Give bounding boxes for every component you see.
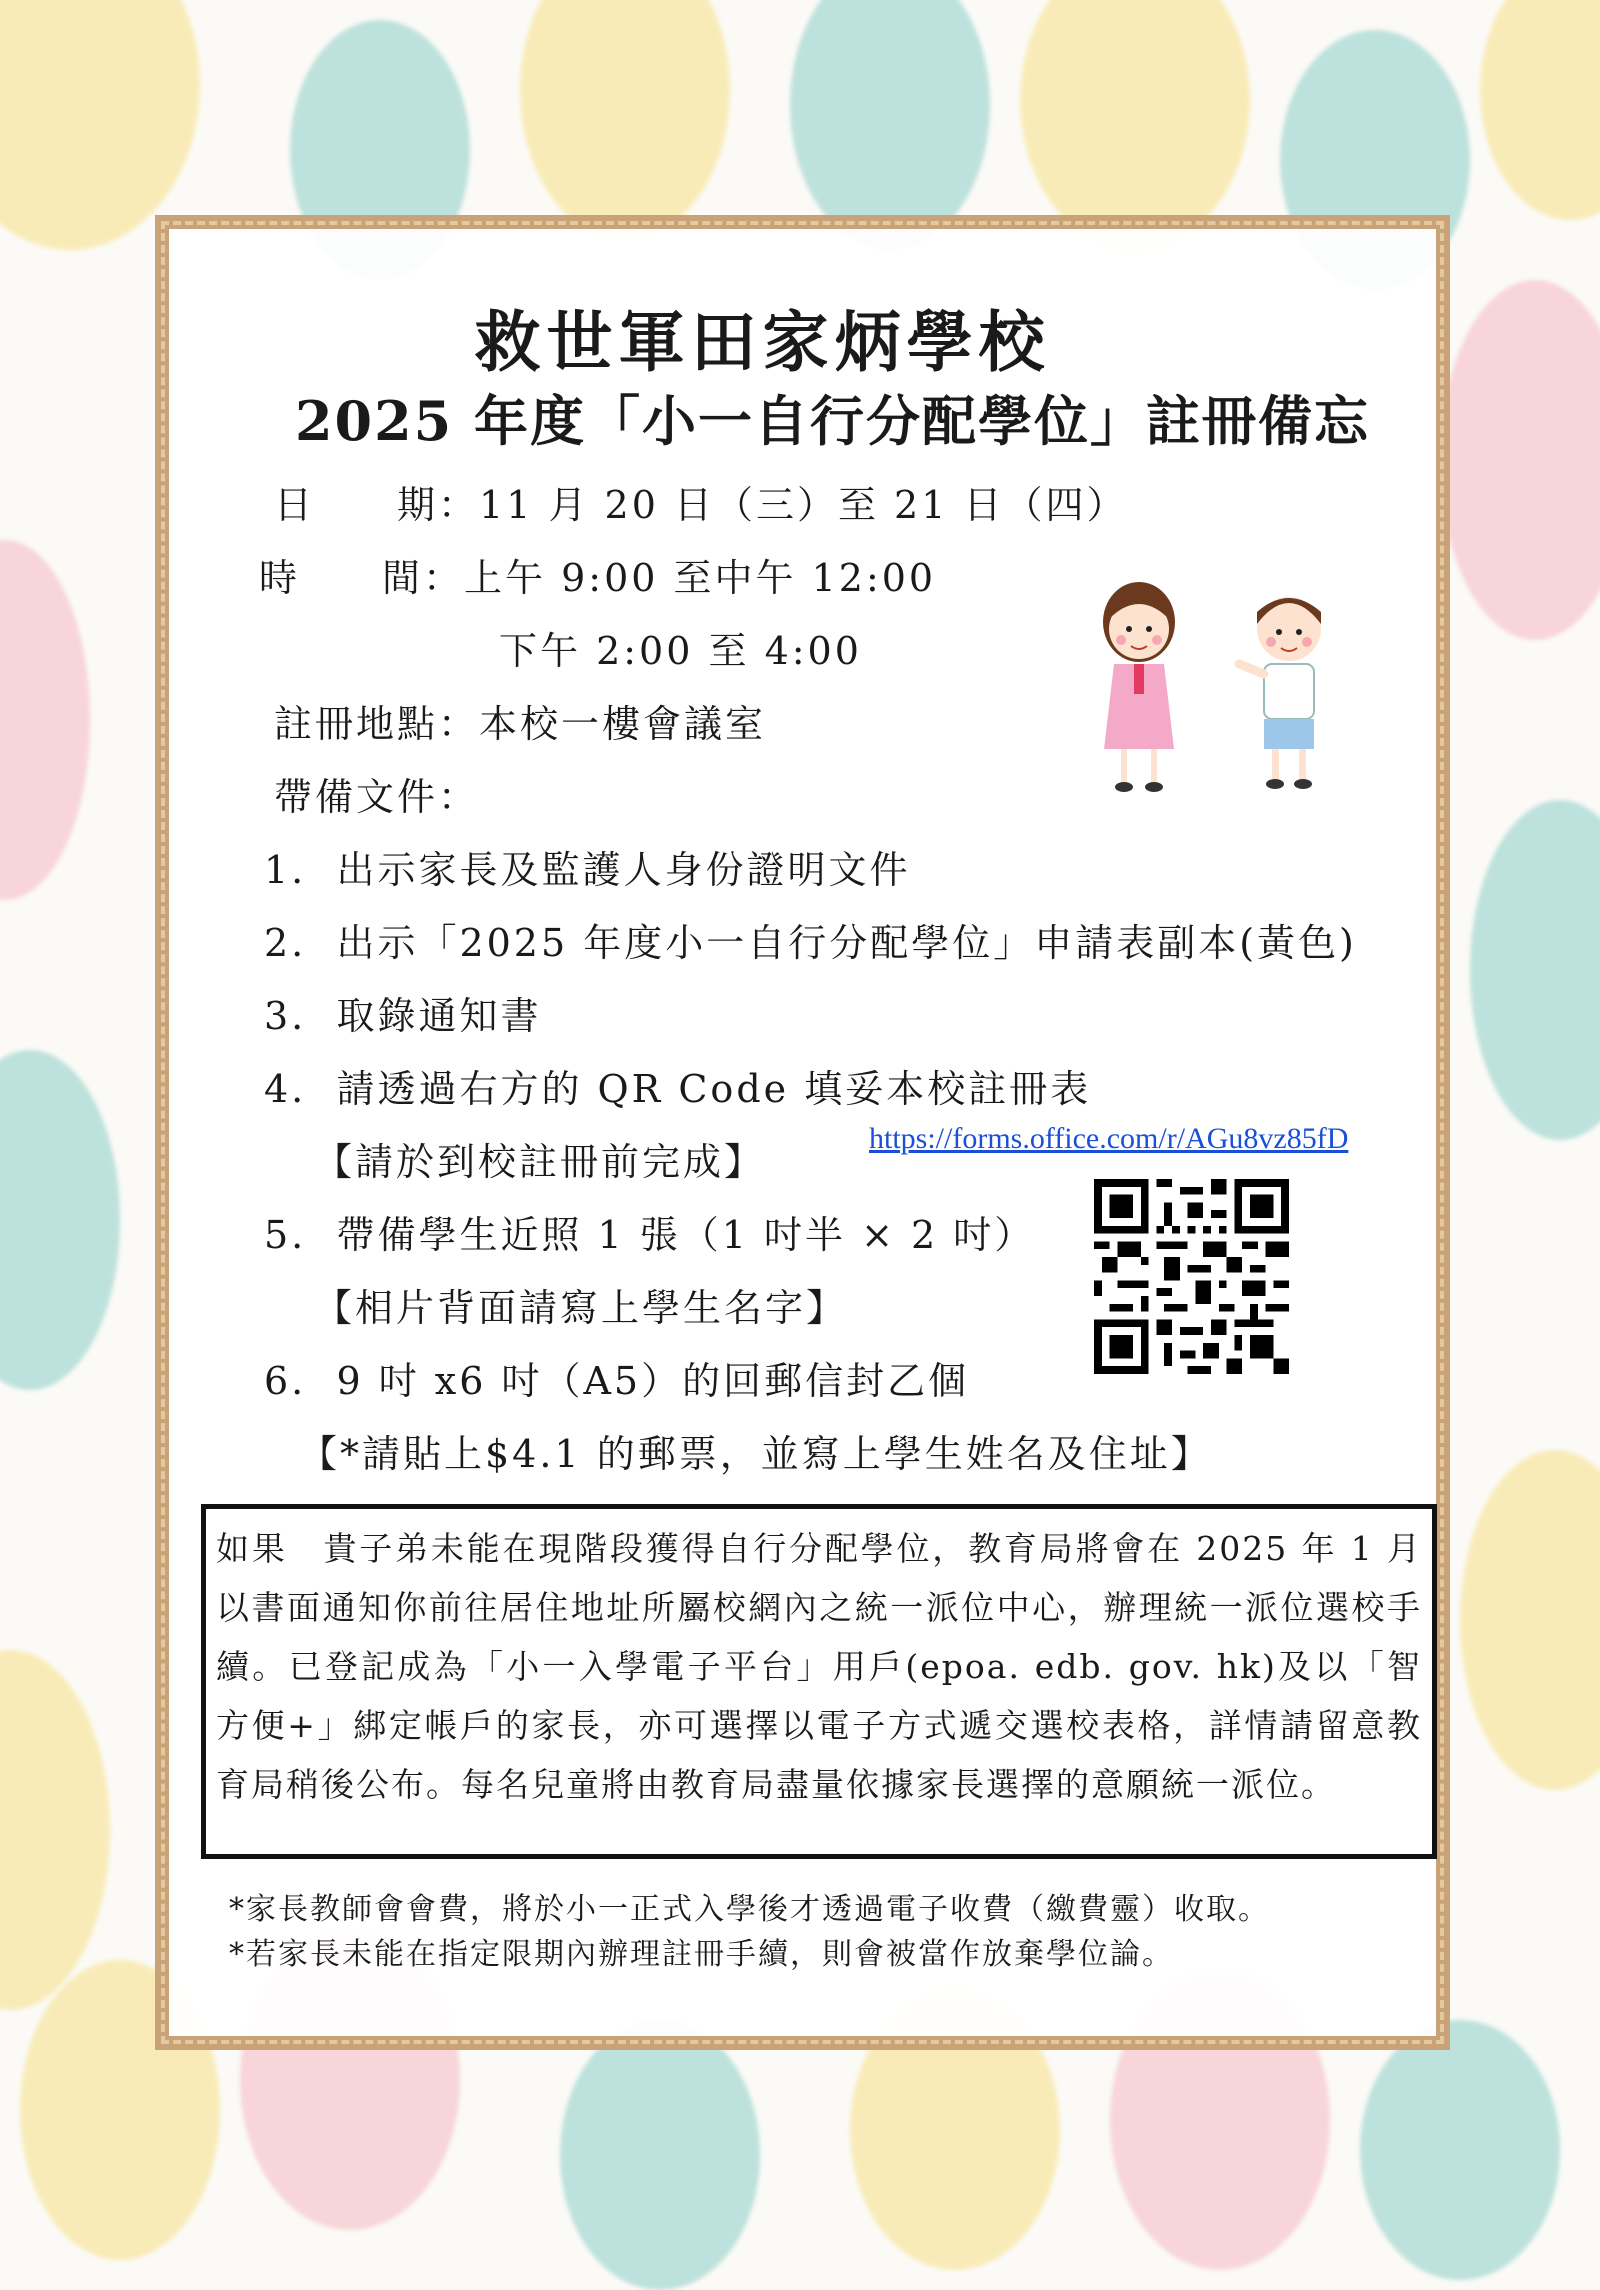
document-item [264, 839, 910, 894]
school-name: 救世軍田家炳學校 [474, 303, 1051, 381]
document-item [264, 1204, 1035, 1259]
documents-label: 帶備文件： [274, 775, 480, 819]
allocation-notice: 如果 貴子弟未能在現階段獲得自行分配學位，教育局將會在 2025 年 1 月以書面通知你前往居住地址所屬校網內之統一派位中心，辦理統一派位選校手續。已登記成為「小一入學電子平台」用戶(epoa. edb. gov. hk)及以「智方便+」綁定帳戶的家長，亦可選擇以電子方式遞交選校表格，詳情請留意教育局稍後公布。每名兒童將由教育局盡量依據家長選擇的意願統一派位。 [201, 1504, 1437, 1859]
item-text: 出示「2025 年度小一自行分配學位」申請表副本(黃色) [336, 921, 1357, 965]
form-link[interactable]: https://forms.office.com/r/AGu8vz85fD [869, 1122, 1349, 1155]
boy-icon [1239, 597, 1321, 789]
item-text: 取錄通知書 [336, 994, 542, 1038]
document-item [264, 1058, 1091, 1113]
footnote: *若家長未能在指定限期內辦理註冊手續，則會被當作放棄學位論。 [229, 1937, 1174, 1972]
item-note: 【*請貼上$4.1 的郵票，並寫上學生姓名及住址】 [299, 1432, 1212, 1476]
document-item [264, 1350, 969, 1405]
date-value: 11 月 20 日（三）至 21 日（四） [479, 483, 1128, 527]
item-number: 3. [264, 994, 307, 1038]
children-illustration [1079, 574, 1379, 814]
item-number: 6. [264, 1359, 307, 1403]
item-text: 9 吋 x6 吋（A5）的回郵信封乙個 [336, 1359, 970, 1403]
girl-icon [1103, 582, 1175, 792]
document-item [264, 912, 1357, 967]
memo-card [155, 215, 1450, 2050]
time-afternoon: 下午 2:00 至 4:00 [499, 629, 862, 673]
item-text: 請透過右方的 QR Code 填妥本校註冊表 [336, 1067, 1092, 1111]
time-row [259, 547, 936, 602]
memo-title: 2025 年度「小一自行分配學位」註冊備忘 [294, 389, 1371, 453]
time-label: 時 間： [259, 556, 465, 600]
date-label: 日 期： [274, 483, 480, 527]
item-number: 2. [264, 921, 307, 965]
item-number: 1. [264, 848, 307, 892]
venue-label: 註冊地點： [274, 702, 480, 746]
item-note: 【相片背面請寫上學生名字】 [314, 1286, 848, 1330]
venue-value: 本校一樓會議室 [479, 702, 767, 746]
item-number: 4. [264, 1067, 307, 1111]
item-note: 【請於到校註冊前完成】 [314, 1140, 766, 1184]
item-number: 5. [264, 1213, 307, 1257]
document-item [264, 985, 541, 1040]
time-morning: 上午 9:00 至中午 12:00 [464, 556, 937, 600]
footnote: *家長教師會會費，將於小一正式入學後才透過電子收費（繳費靈）收取。 [229, 1892, 1270, 1927]
qr-code-icon[interactable] [1094, 1179, 1289, 1374]
item-text: 出示家長及監護人身份證明文件 [336, 848, 911, 892]
item-text: 帶備學生近照 1 張（1 吋半 × 2 吋） [336, 1213, 1036, 1257]
venue-row [274, 693, 766, 748]
date-row [274, 474, 1127, 529]
